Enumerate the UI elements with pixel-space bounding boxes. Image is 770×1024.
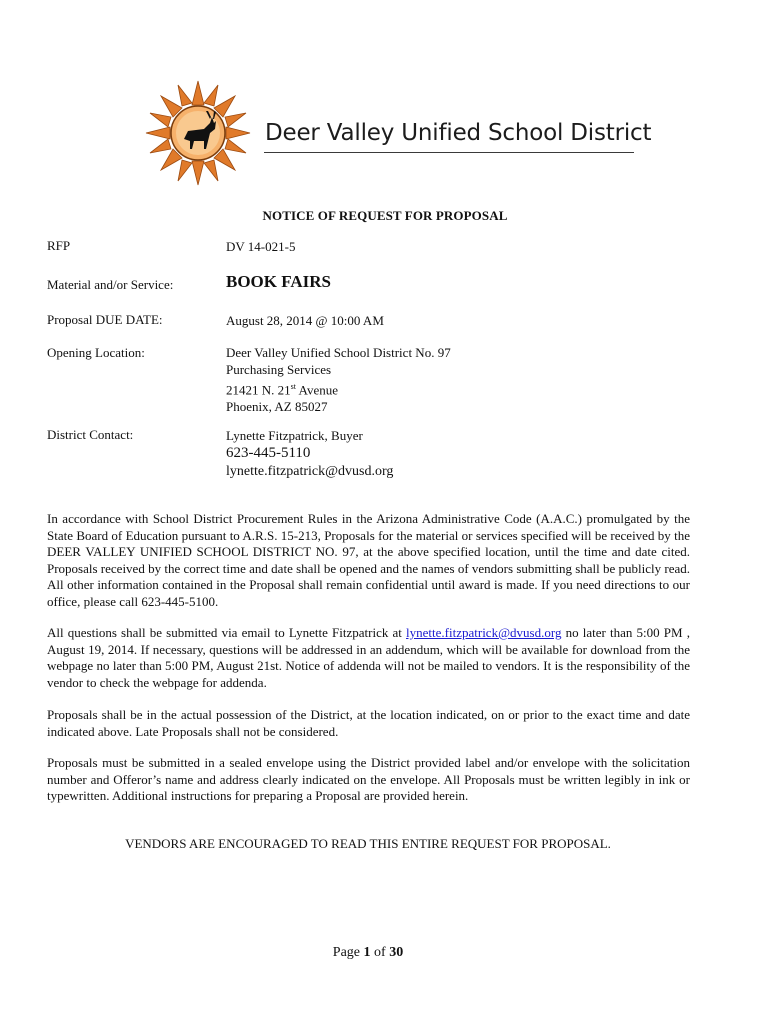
contact-phone: 623-445-5110 (226, 445, 311, 461)
possession-paragraph: Proposals shall be in the actual possession of the District, at the location indicated, on or prior to the exact time and date indicated above. Late Proposals shall not be considered. (47, 707, 690, 739)
questions-paragraph: All questions shall be submitted via email to Lynette Fitzpatrick at lynette.fitzpatrick@dvusd.org no later than 5:00 PM , August 19, 2014. If necessary, questions will be addressed in an addendum, which will be available for download from the webpage no later than 5:00 PM, August 21st. Notice of addenda will not be mailed to vendors. It is the responsibility of the vendor to check the webpage for addenda. (47, 625, 690, 690)
contact-email: lynette.fitzpatrick@dvusd.org (226, 464, 394, 479)
district-logo (140, 78, 652, 188)
material-value: BOOK FAIRS (226, 272, 332, 291)
address-line-4: Phoenix, AZ 85027 (226, 399, 328, 415)
contact-email-link[interactable]: lynette.fitzpatrick@dvusd.org (406, 625, 562, 640)
district-name: Deer Valley Unified School District (265, 120, 652, 146)
page-title: NOTICE OF REQUEST FOR PROPOSAL (262, 208, 508, 223)
submission-paragraph: Proposals must be submitted in a sealed envelope using the District provided label and/or envelope with the solicitation number and Offeror’s name and address clearly indicated on the envelope. All Proposals must be written legibly in ink or typewritten. Additional instructions for preparing a Proposal are provided herein. (47, 755, 690, 804)
sun-deer-emblem-icon (140, 78, 260, 188)
material-label: Material and/or Service: (47, 277, 174, 292)
district-contact-value (226, 427, 393, 480)
rfp-value: DV 14-021-5 (226, 239, 296, 254)
contact-name: Lynette Fitzpatrick, Buyer (226, 428, 363, 443)
procurement-paragraph: In accordance with School District Procurement Rules in the Arizona Administrative Code (A.A.C.) promulgated by the State Board of Education pursuant to A.R.S. 15-213, Proposals for the material or services specified will be received by the DEER VALLEY UNIFIED SCHOOL DISTRICT NO. 97, at the above specified location, until the time and date cited. Proposals received by the correct time and date shall be opened and the names of vendors submitting shall be publicly read. All other information contained in the Proposal shall remain confidential until award is made. If you need directions to our office, please call 623-445-5100. (47, 511, 690, 609)
due-date-label: Proposal DUE DATE: (47, 312, 163, 327)
rfp-label: RFP (47, 238, 71, 253)
due-date-value: August 28, 2014 @ 10:00 AM (226, 313, 384, 328)
page-number: Page 1 of 30 (332, 945, 404, 960)
address-line-1: Deer Valley Unified School District No. 97 (226, 345, 451, 360)
district-contact-label: District Contact: (47, 427, 134, 442)
opening-location-value (226, 344, 451, 415)
address-line-3: 21421 N. 21st Avenue (226, 382, 338, 398)
logo-divider (264, 152, 634, 153)
opening-location-label: Opening Location: (47, 345, 145, 360)
vendors-notice: VENDORS ARE ENCOURAGED TO READ THIS ENTIRE REQUEST FOR PROPOSAL. (125, 836, 611, 851)
address-line-2: Purchasing Services (226, 362, 332, 377)
